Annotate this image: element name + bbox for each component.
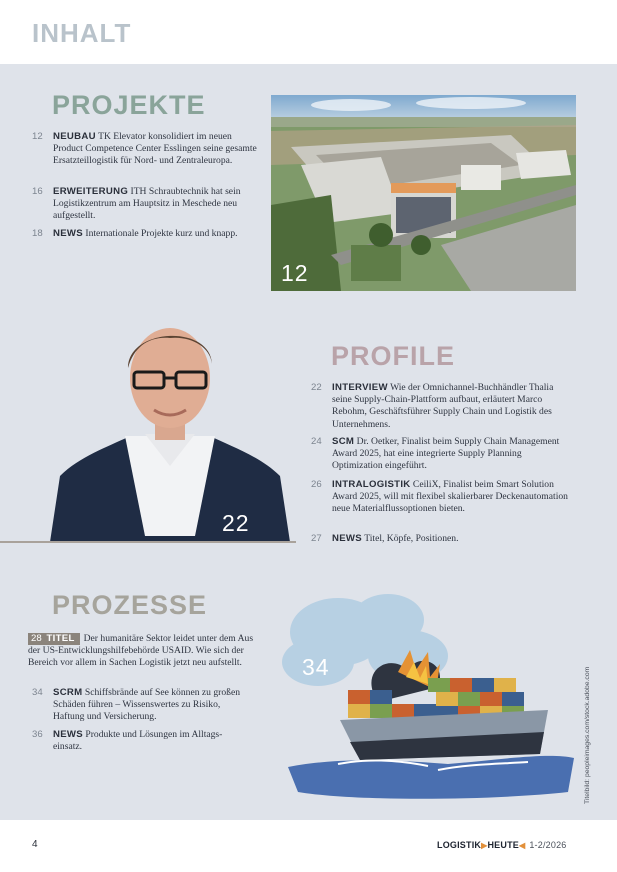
toc-entry-news-prozesse[interactable] (32, 729, 250, 753)
toc-entry-scm[interactable] (311, 436, 571, 473)
toc-entry-neubau[interactable] (32, 131, 258, 168)
toc-keyword: NEWS (53, 729, 83, 740)
page-number: 4 (32, 839, 38, 850)
brand-arrow-icon: ▶ (481, 841, 488, 850)
toc-entry-news-projekte[interactable] (32, 228, 247, 240)
toc-keyword: NEWS (332, 533, 362, 544)
toc-page-number: 12 (32, 131, 43, 142)
toc-entry-erweiterung[interactable] (32, 186, 258, 223)
page-header (0, 0, 617, 64)
toc-page-number: 16 (32, 186, 43, 197)
section-title-projekte: PROJEKTE (52, 90, 206, 120)
photo-page-number: 12 (281, 260, 309, 286)
toc-description: Titel, Köpfe, Positionen. (364, 533, 459, 544)
toc-description: CeiliX, Finalist beim Smart Solution Award 2025, will mit flexibel skalierbarer Deckenautomation neue Materialflussoptionen bieten. (332, 479, 568, 515)
toc-description: Internationale Projekte kurz und knapp. (85, 228, 238, 239)
toc-entry-interview[interactable] (311, 382, 569, 431)
burning-ship-image (278, 592, 578, 807)
photo-page-number: 34 (302, 654, 330, 680)
toc-entry-intralogistik[interactable] (311, 479, 573, 516)
toc-description: ITH Schraubtechnik hat sein Logistikzentrum am Hauptsitz in Meschede neu aufgestellt. (53, 186, 241, 222)
brand-heute: HEUTE (487, 840, 519, 850)
toc-keyword: INTERVIEW (332, 382, 388, 393)
toc-keyword: INTRALOGISTIK (332, 479, 411, 490)
toc-description: TK Elevator konsolidiert im neuen Product Competence Center Esslingen seine gesamte Ersatzteillogistik für Nord- und Zentraleuropa. (53, 131, 257, 167)
toc-page-number: 26 (311, 479, 322, 490)
toc-entry-news-profile[interactable] (311, 533, 573, 545)
toc-description: Produkte und Lösungen im Alltags-einsatz. (53, 729, 223, 753)
section-title-prozesse: PROZESSE (52, 590, 208, 620)
magazine-brand (437, 840, 566, 850)
toc-keyword: NEWS (53, 228, 83, 239)
toc-description: Der humanitäre Sektor leidet unter dem Aus der US-Entwicklungshilfebehörde USAID. Wie sich der Bereich vor allem in Sachen Logistik jetzt neu aufstellt. (28, 633, 254, 669)
toc-page-number: 36 (32, 729, 43, 740)
photo-credit: Titelbild: peopleimages.com/stock.adobe.com (584, 666, 591, 804)
toc-page-number: 28 (31, 633, 42, 644)
toc-keyword: ERWEITERUNG (53, 186, 129, 197)
toc-page-number: 18 (32, 228, 43, 239)
toc-keyword: SCRM (53, 687, 83, 698)
toc-keyword: SCM (332, 436, 355, 447)
aerial-warehouse-image (271, 95, 576, 291)
toc-description: Dr. Oetker, Finalist beim Supply Chain Management Award 2025, hat eine integrierte Supply Planning Optimization eingeführt. (332, 436, 560, 472)
brand-arrow-icon: ◀ (518, 841, 526, 850)
portrait-image (50, 306, 290, 542)
brand-logistik: LOGISTIK (437, 840, 482, 850)
contents-heading: INHALT (32, 18, 132, 48)
photo-page-number: 22 (222, 510, 250, 536)
ship-illustration[interactable] (278, 592, 578, 807)
toc-entry-scrm[interactable] (32, 687, 252, 724)
section-title-profile: PROFILE (331, 341, 456, 371)
titel-badge (28, 633, 80, 645)
toc-entry-titel[interactable] (28, 633, 258, 670)
aerial-warehouse-photo[interactable] (271, 95, 576, 291)
toc-description: Schiffsbrände auf See können zu großen Schäden führen – Wissenswertes zu Risiko, Haftung und Versicherung. (53, 687, 240, 723)
toc-keyword: TITEL (46, 633, 75, 644)
toc-keyword: NEUBAU (53, 131, 96, 142)
toc-description: Wie der Omnichannel-Buchhändler Thalia seine Supply-Chain-Plattform aufbaut, erläutert Marco Rebohm, Geschäftsführer Supply Chain und Logistik des Unternehmens. (332, 382, 554, 430)
toc-page-number: 22 (311, 382, 322, 393)
toc-page-number: 34 (32, 687, 43, 698)
portrait-photo[interactable] (50, 306, 290, 542)
toc-page-number: 27 (311, 533, 322, 544)
toc-page-number: 24 (311, 436, 322, 447)
issue-number: 1-2/2026 (529, 840, 567, 850)
portrait-divider (0, 541, 296, 543)
